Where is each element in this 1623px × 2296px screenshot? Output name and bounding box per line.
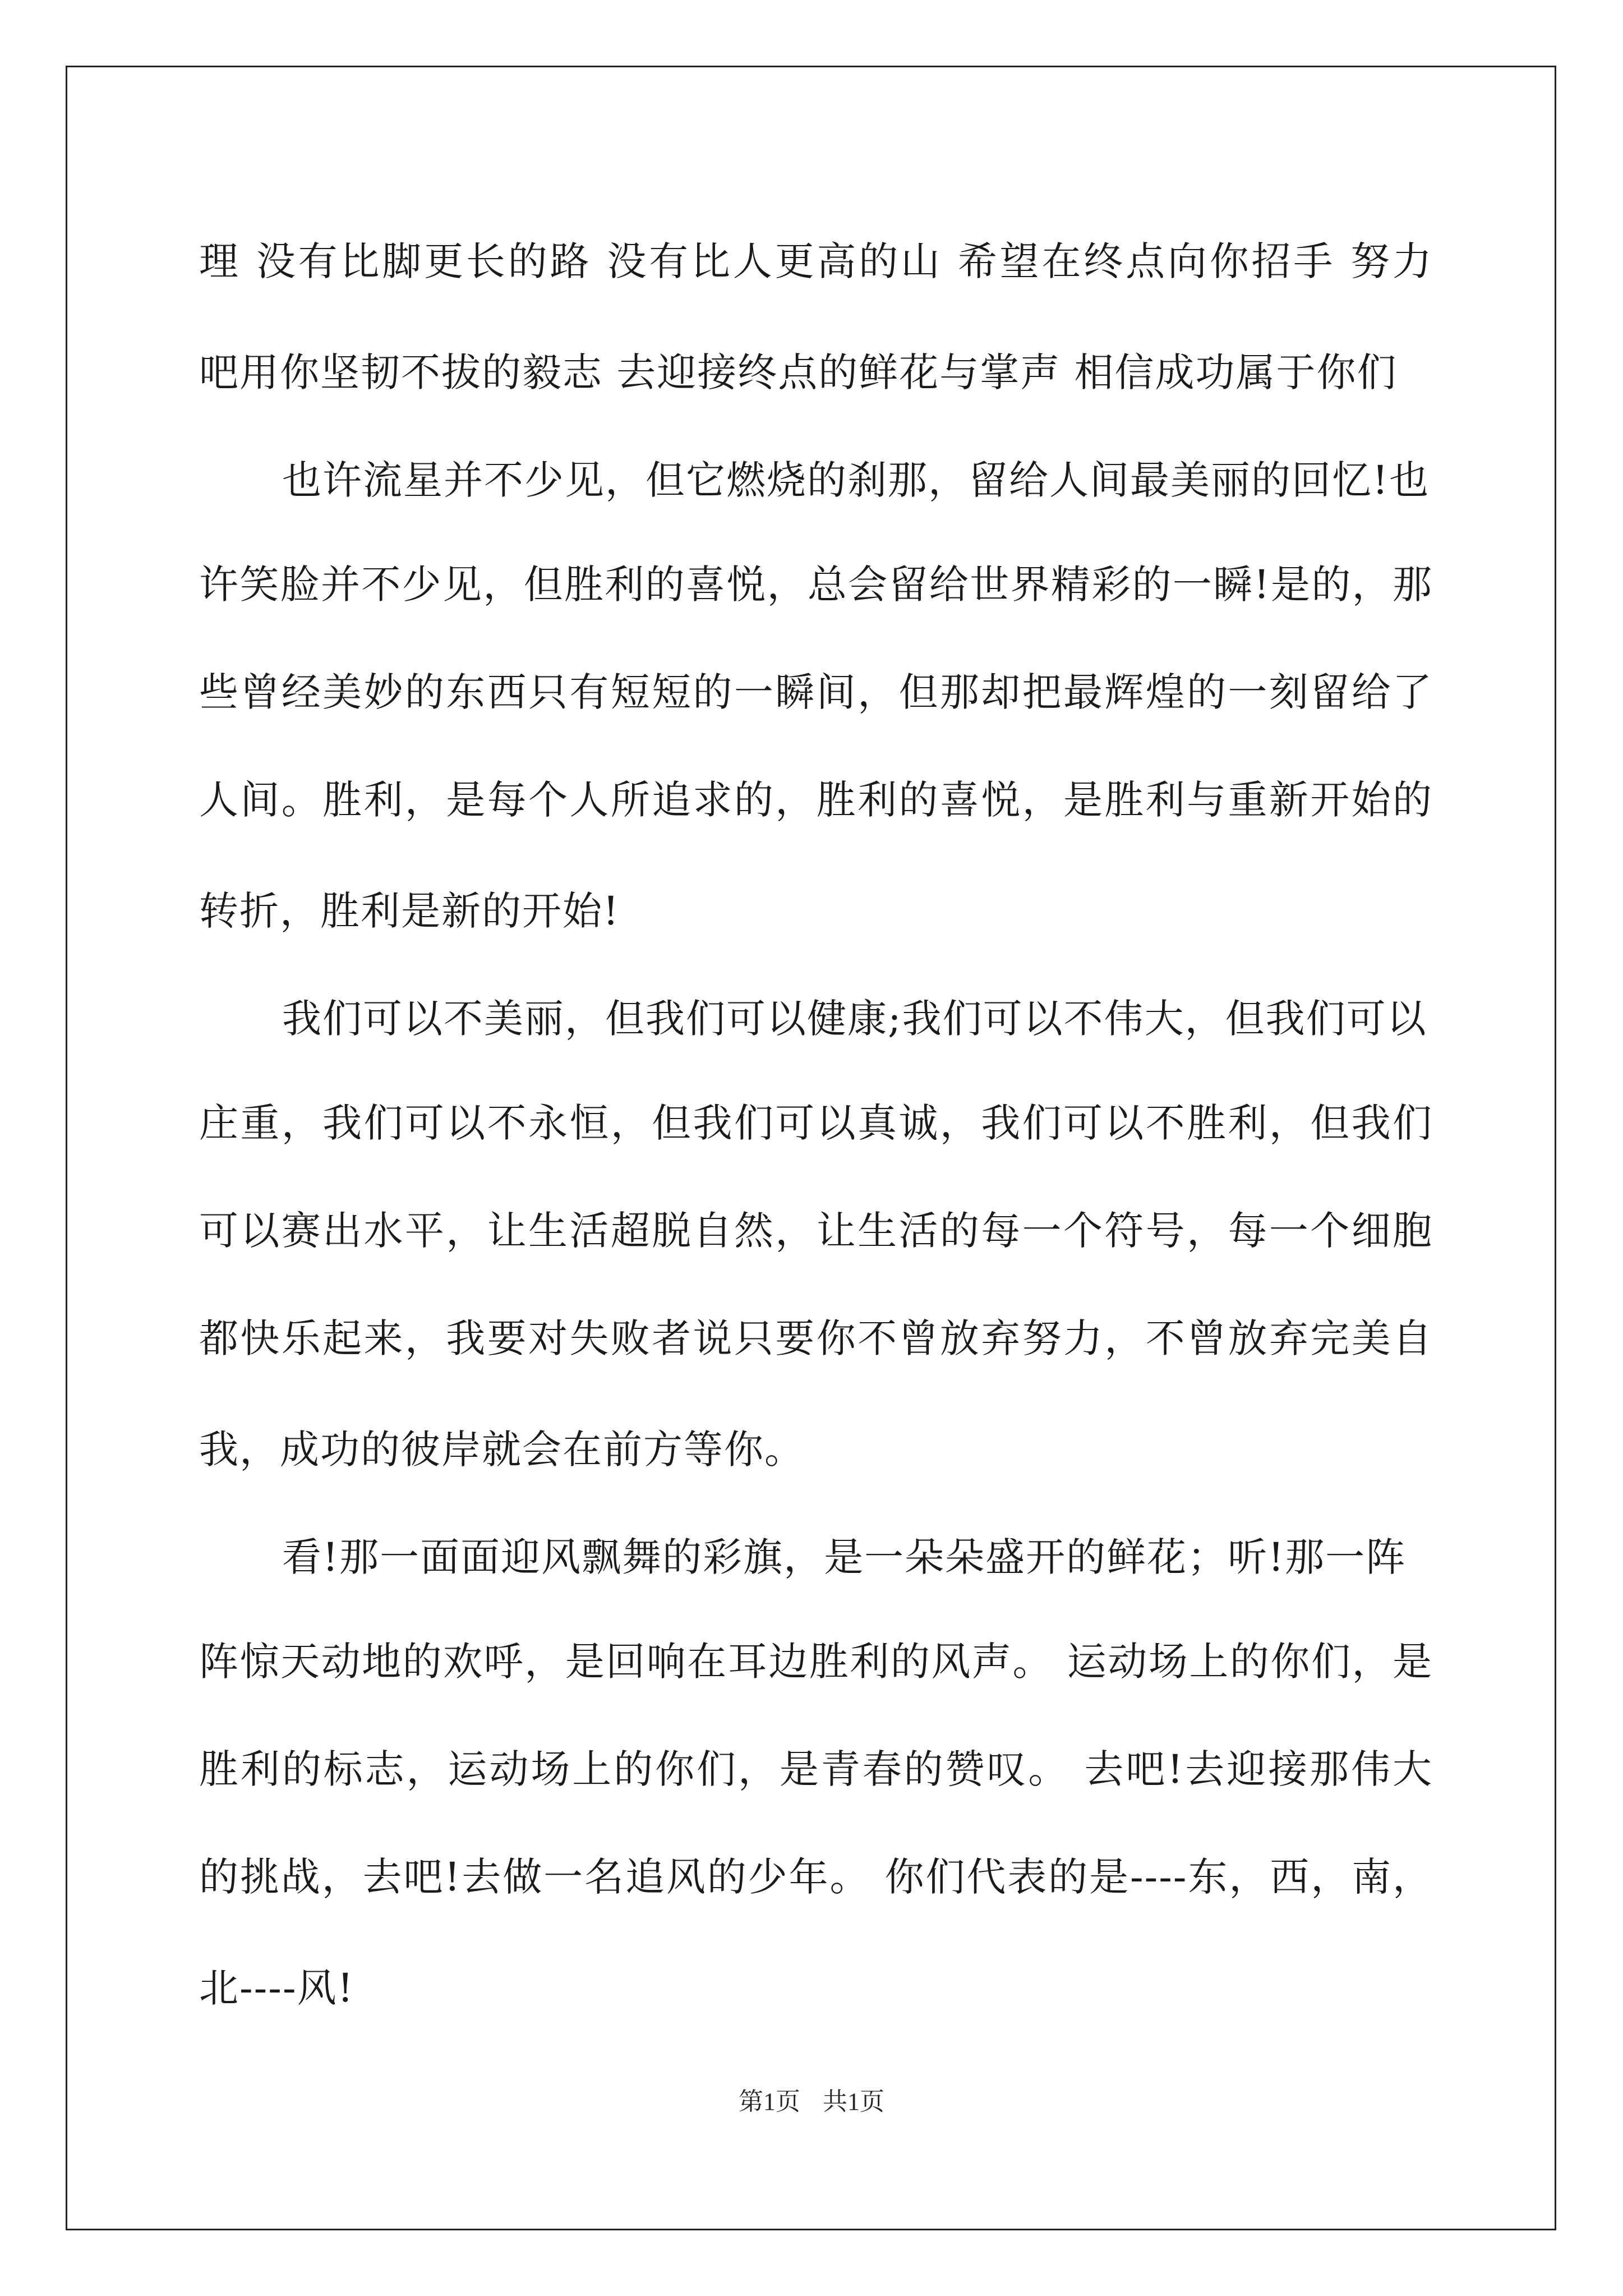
text-line: 阵惊天动地的欢呼，是回响在耳边胜利的风声。 运动场上的你们，是 (199, 1639, 1433, 1685)
text-line: 人间。胜利，是每个人所追求的，胜利的喜悦，是胜利与重新开始的 (199, 777, 1433, 823)
text-line: 北----风! (199, 1964, 354, 2011)
text-line: 都快乐起来，我要对失败者说只要你不曾放弃努力，不曾放弃完美自 (199, 1315, 1433, 1361)
document-body (199, 208, 1433, 2039)
text-line: 吧用你坚韧不拔的毅志 去迎接终点的鲜花与掌声 相信成功属于你们 (199, 349, 1398, 395)
text-line: 的挑战，去吧!去做一名追风的少年。 你们代表的是----东，西，南， (199, 1854, 1433, 1900)
text-line: 理 没有比脚更长的路 没有比人更高的山 希望在终点向你招手 努力 (199, 238, 1433, 284)
text-line: 看!那一面面迎风飘舞的彩旗，是一朵朵盛开的鲜花；听!那一阵 (282, 1534, 1407, 1580)
text-line: 庄重，我们可以不永恒，但我们可以真诚，我们可以不胜利，但我们 (199, 1100, 1433, 1146)
page-number: 第1页 (739, 2088, 800, 2115)
text-line: 我们可以不美丽，但我们可以健康;我们可以不伟大，但我们可以 (282, 995, 1427, 1042)
text-line: 我，成功的彼岸就会在前方等你。 (199, 1426, 805, 1473)
text-line: 可以赛出水平，让生活超脱自然，让生活的每一个符号，每一个细胞 (199, 1208, 1433, 1254)
page-footer (0, 2081, 1623, 2117)
text-line: 许笑脸并不少见，但胜利的喜悦，总会留给世界精彩的一瞬!是的，那 (199, 562, 1433, 608)
page-total: 共1页 (823, 2088, 884, 2115)
text-line: 转折，胜利是新的开始! (199, 887, 620, 934)
text-line: 也许流星并不少见，但它燃烧的刹那，留给人间最美丽的回忆!也 (282, 457, 1430, 503)
text-line: 些曾经美妙的东西只有短短的一瞬间，但那却把最辉煌的一刻留给了 (199, 669, 1433, 715)
text-line: 胜利的标志，运动场上的你们，是青春的赞叹。 去吧!去迎接那伟大 (199, 1746, 1433, 1792)
